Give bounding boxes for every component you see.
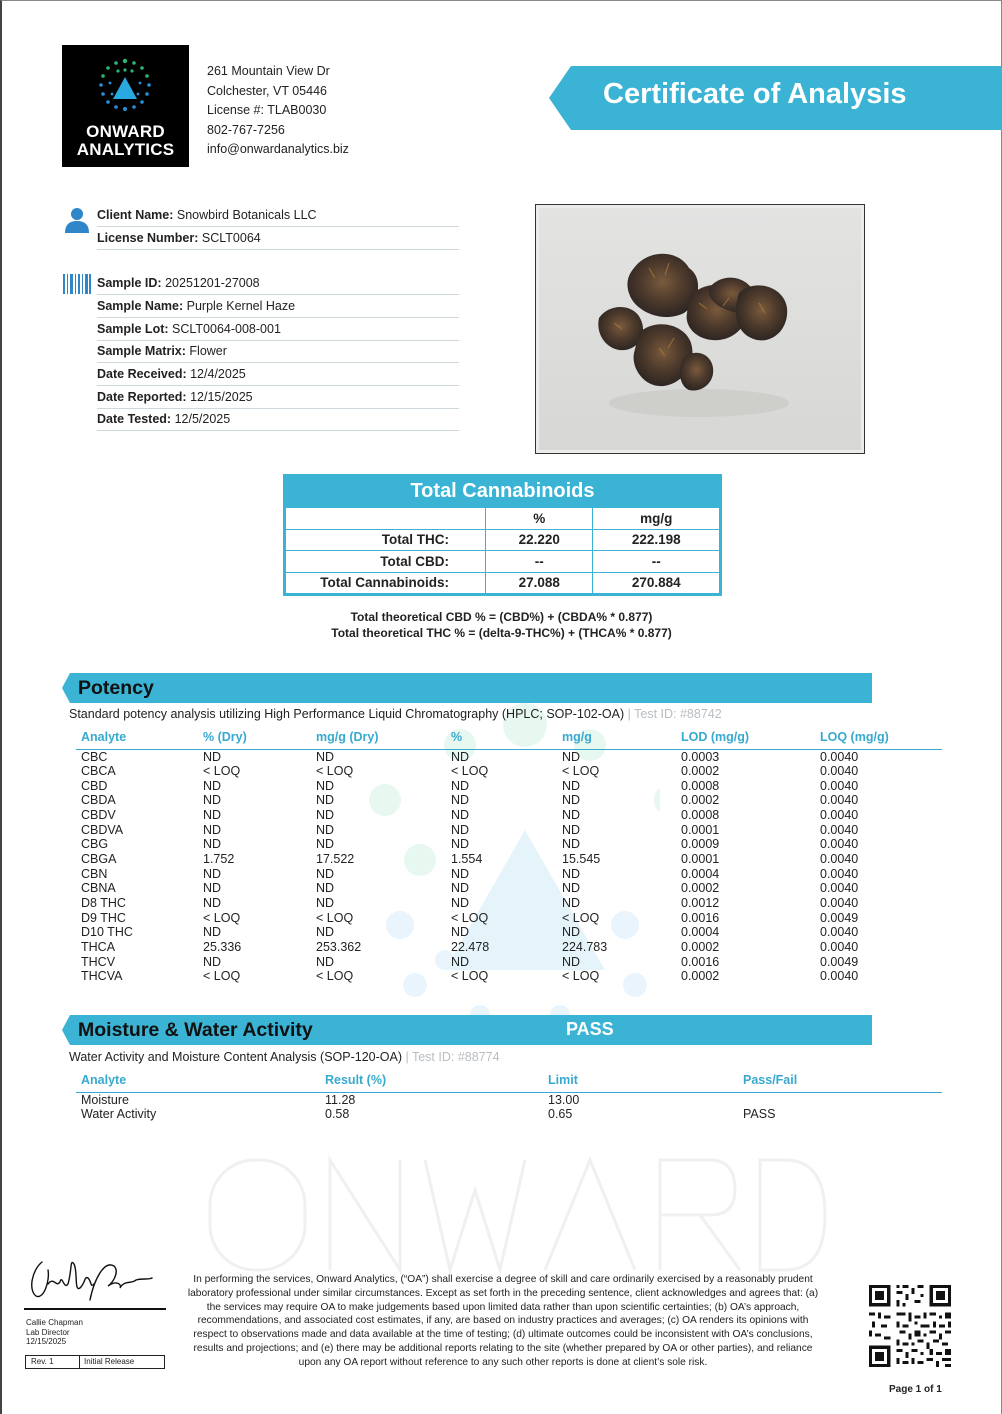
table-cell: ND bbox=[316, 925, 335, 940]
col-header: % bbox=[446, 725, 557, 749]
table-cell: ND bbox=[562, 881, 581, 896]
col-header: Analyte bbox=[76, 1068, 320, 1092]
sample-row: Date Tested: 12/5/2025 bbox=[97, 408, 459, 431]
table-cell: ND bbox=[451, 881, 470, 896]
table-cell: < LOQ bbox=[203, 910, 241, 925]
table-cell: ND bbox=[562, 808, 581, 823]
col-header: Pass/Fail bbox=[738, 1068, 942, 1092]
table-cell: ND bbox=[451, 925, 470, 940]
table-row bbox=[76, 779, 942, 794]
signature-image bbox=[24, 1250, 164, 1305]
table-cell: 0.0040 bbox=[820, 793, 859, 808]
revision-note: Initial Release bbox=[84, 1357, 135, 1366]
col-header: mg/g bbox=[557, 725, 676, 749]
table-row bbox=[76, 749, 942, 764]
lab-logo bbox=[62, 45, 189, 167]
signatory-role: Lab Director bbox=[26, 1327, 70, 1337]
table-row: Total Cannabinoids: 27.088 270.884 bbox=[286, 572, 720, 594]
table-cell: ND bbox=[203, 749, 222, 764]
table-row bbox=[76, 852, 942, 867]
disclaimer-text: In performing the services, Onward Analytics, (“OA”) shall exercise a degree of skill and care ordinarily exercised by a reasonably prudent laboratory professional under similar circumstances. Except as set forth in the preceding sentence, client acknowledges and agrees that: (a) the services may require OA to make judgements based upon limited data rather than upon scientific certainties; (b) OA’s approach, recommendations, and associated cost estimates, if any, are based on industry practices and averages; (c) OA renders its opinions with respect to observations made and data available at the time of testing; (d) ultimate outcomes could be inconsistent with OA’s conclusions, results and projections; and (e) there may be additional reports relating to the site (whether prepared by OA or other parties), and reliance upon any OA report without reference to any such other reports is done at client’s sole risk. bbox=[187, 1274, 819, 1368]
table-cell: ND bbox=[316, 881, 335, 896]
table-cell: 0.0040 bbox=[820, 764, 859, 779]
table-cell: < LOQ bbox=[451, 764, 489, 779]
table-row bbox=[76, 793, 942, 808]
signature-line bbox=[24, 1308, 166, 1310]
analyte-name: CBDA bbox=[81, 793, 116, 808]
logo-line-1: ONWARD bbox=[86, 122, 165, 141]
potency-test-id: | Test ID: #88742 bbox=[627, 707, 722, 721]
table-cell: ND bbox=[203, 793, 222, 808]
address-line: 261 Mountain View Dr bbox=[207, 64, 330, 78]
table-row: Total CBD: -- -- bbox=[286, 551, 720, 573]
table-cell: ND bbox=[203, 866, 222, 881]
table-cell: ND bbox=[316, 808, 335, 823]
table-cell: ND bbox=[203, 778, 222, 793]
table-row bbox=[76, 808, 942, 823]
address-line: info@onwardanalytics.biz bbox=[207, 142, 349, 157]
table-row: Water Activity 0.58 0.65 PASS bbox=[81, 1107, 776, 1122]
table-cell: ND bbox=[316, 954, 335, 969]
table-cell: 0.0040 bbox=[820, 881, 859, 896]
lab-address bbox=[207, 62, 349, 160]
address-line: Colchester, VT 05446 bbox=[207, 83, 327, 98]
barcode-icon bbox=[63, 274, 91, 294]
table-cell: ND bbox=[562, 925, 581, 940]
table-row bbox=[76, 823, 942, 838]
formula-thc: Total theoretical THC % = (delta-9-THC%) + (THCA% * 0.877) bbox=[331, 626, 672, 640]
table-cell: 0.0001 bbox=[681, 822, 720, 837]
signatory-name: Callie Chapman bbox=[26, 1318, 83, 1327]
col-header: % (Dry) bbox=[198, 725, 311, 749]
revision-box bbox=[25, 1355, 165, 1369]
table-cell: 0.0040 bbox=[820, 866, 859, 881]
formulas bbox=[250, 609, 753, 641]
table-cell: ND bbox=[316, 793, 335, 808]
table-cell: ND bbox=[316, 837, 335, 852]
address-line: 802-767-7256 bbox=[207, 122, 285, 137]
table-cell: 0.0004 bbox=[681, 866, 720, 881]
table-cell: ND bbox=[316, 822, 335, 837]
analyte-name: CBN bbox=[81, 866, 108, 881]
moisture-table bbox=[76, 1068, 942, 1122]
table-cell: 15.545 bbox=[562, 852, 601, 867]
table-cell: 0.0008 bbox=[681, 808, 720, 823]
table-row bbox=[76, 925, 942, 940]
table-row bbox=[76, 911, 942, 926]
analyte-name: CBDVA bbox=[81, 822, 124, 837]
table-cell: 0.0040 bbox=[820, 837, 859, 852]
sample-row: Sample ID: 20251201-27008 bbox=[97, 272, 459, 295]
sample-row: Sample Name: Purple Kernel Haze bbox=[97, 295, 459, 318]
table-cell: 0.0049 bbox=[820, 910, 859, 925]
analyte-name: D8 THC bbox=[81, 896, 126, 911]
formula-cbd: Total theoretical CBD % = (CBD%) + (CBDA% * 0.877) bbox=[350, 610, 653, 624]
table-cell: 0.0012 bbox=[681, 896, 720, 911]
table-cell: < LOQ bbox=[451, 969, 489, 984]
col-header: LOD (mg/g) bbox=[676, 725, 815, 749]
table-cell: < LOQ bbox=[562, 910, 600, 925]
table-cell: 0.0003 bbox=[681, 749, 720, 764]
moisture-status-badge: PASS bbox=[566, 1019, 614, 1039]
table-row bbox=[76, 940, 942, 955]
table-cell: ND bbox=[562, 866, 581, 881]
analyte-name: CBCA bbox=[81, 764, 116, 779]
table-cell bbox=[286, 508, 486, 530]
table-cell: ND bbox=[451, 808, 470, 823]
col-header-mg: mg/g bbox=[593, 508, 720, 530]
moisture-title: Moisture & Water Activity bbox=[78, 1019, 313, 1041]
table-cell: ND bbox=[316, 866, 335, 881]
table-cell: 0.0040 bbox=[820, 808, 859, 823]
potency-table bbox=[76, 725, 942, 984]
table-cell: ND bbox=[562, 896, 581, 911]
table-cell: 0.0002 bbox=[681, 764, 720, 779]
table-row bbox=[76, 881, 942, 896]
table-cell: 1.752 bbox=[203, 852, 235, 867]
table-cell: ND bbox=[451, 837, 470, 852]
qr-code-icon bbox=[866, 1282, 954, 1370]
table-cell: < LOQ bbox=[562, 969, 600, 984]
table-cell: 0.0016 bbox=[681, 954, 720, 969]
analyte-name: D10 THC bbox=[81, 925, 133, 940]
table-cell: 0.0040 bbox=[820, 822, 859, 837]
col-header: LOQ (mg/g) bbox=[815, 725, 942, 749]
sample-row: Date Received: 12/4/2025 bbox=[97, 363, 459, 386]
table-cell: ND bbox=[562, 822, 581, 837]
table-cell: ND bbox=[451, 896, 470, 911]
signatory-date: 12/15/2025 bbox=[26, 1337, 67, 1346]
analyte-name: CBNA bbox=[81, 881, 116, 896]
table-cell: 253.362 bbox=[316, 940, 362, 955]
table-cell: 0.0040 bbox=[820, 749, 859, 764]
table-cell: 0.0040 bbox=[820, 778, 859, 793]
analyte-name: CBGA bbox=[81, 852, 117, 867]
potency-title: Potency bbox=[78, 677, 154, 699]
table-cell: ND bbox=[562, 749, 581, 764]
table-cell: 0.0002 bbox=[681, 793, 720, 808]
sample-row: Sample Matrix: Flower bbox=[97, 340, 459, 363]
client-license-row: License Number: SCLT0064 bbox=[97, 227, 459, 250]
page-title: Certificate of Analysis bbox=[603, 78, 907, 110]
table-cell: 0.0002 bbox=[681, 881, 720, 896]
table-cell: 0.0002 bbox=[681, 940, 720, 955]
table-cell: ND bbox=[451, 822, 470, 837]
table-cell: ND bbox=[562, 837, 581, 852]
table-cell: 17.522 bbox=[316, 852, 355, 867]
sample-row: Sample Lot: SCLT0064-008-001 bbox=[97, 318, 459, 341]
table-cell: ND bbox=[316, 778, 335, 793]
table-cell: ND bbox=[451, 793, 470, 808]
table-cell: 0.0040 bbox=[820, 925, 859, 940]
signatory-info bbox=[26, 1318, 83, 1347]
col-header: Result (%) bbox=[320, 1068, 543, 1092]
table-cell: < LOQ bbox=[316, 910, 354, 925]
logo-dots-icon bbox=[62, 53, 189, 123]
client-license: SCLT0064 bbox=[201, 231, 261, 245]
page-number: Page 1 of 1 bbox=[889, 1384, 942, 1395]
col-header: Limit bbox=[543, 1068, 738, 1092]
moisture-test-id: | Test ID: #88774 bbox=[405, 1050, 500, 1064]
address-line: License #: TLAB0030 bbox=[207, 103, 327, 118]
potency-banner bbox=[62, 673, 872, 703]
table-cell: ND bbox=[316, 896, 335, 911]
table-row: Moisture 11.28 13.00 bbox=[81, 1092, 580, 1107]
table-cell: 0.0001 bbox=[681, 852, 720, 867]
table-cell: 0.0040 bbox=[820, 969, 859, 984]
table-cell: ND bbox=[451, 866, 470, 881]
table-cell: 0.0049 bbox=[820, 954, 859, 969]
table-cell: ND bbox=[203, 822, 222, 837]
total-cannabinoids-table bbox=[283, 474, 722, 596]
table-cell: < LOQ bbox=[316, 764, 354, 779]
table-cell: 0.0040 bbox=[820, 852, 859, 867]
table-cell: 0.0002 bbox=[681, 969, 720, 984]
table-cell: ND bbox=[451, 778, 470, 793]
cannabis-flower-image bbox=[539, 208, 861, 450]
table-row bbox=[76, 955, 942, 970]
col-header: mg/g (Dry) bbox=[311, 725, 446, 749]
total-cannabinoids-title: Total Cannabinoids bbox=[285, 476, 720, 507]
user-icon bbox=[63, 206, 91, 234]
table-cell: ND bbox=[451, 749, 470, 764]
analyte-name: CBC bbox=[81, 749, 108, 764]
analyte-name: THCA bbox=[81, 940, 116, 955]
table-cell: 0.0040 bbox=[820, 940, 859, 955]
table-row bbox=[76, 969, 942, 984]
table-cell: 224.783 bbox=[562, 940, 608, 955]
analyte-name: CBG bbox=[81, 837, 109, 852]
table-cell: ND bbox=[203, 837, 222, 852]
col-header-pct: % bbox=[486, 508, 593, 530]
table-cell: 25.336 bbox=[203, 940, 242, 955]
analyte-name: CBDV bbox=[81, 808, 116, 823]
table-cell: ND bbox=[203, 925, 222, 940]
table-row bbox=[76, 764, 942, 779]
table-cell: ND bbox=[451, 954, 470, 969]
moisture-subtitle: Water Activity and Moisture Content Analysis (SOP-120-OA) | Test ID: #88774 bbox=[69, 1050, 500, 1064]
table-cell: ND bbox=[562, 793, 581, 808]
table-cell: ND bbox=[562, 954, 581, 969]
table-cell: 0.0016 bbox=[681, 910, 720, 925]
analyte-name: D9 THC bbox=[81, 910, 126, 925]
table-cell: 0.0008 bbox=[681, 778, 720, 793]
table-cell: < LOQ bbox=[203, 969, 241, 984]
sample-photo bbox=[535, 204, 865, 454]
table-row bbox=[76, 837, 942, 852]
table-cell: ND bbox=[203, 808, 222, 823]
sample-row: Date Reported: 12/15/2025 bbox=[97, 386, 459, 409]
analyte-name: THCV bbox=[81, 954, 116, 969]
analyte-name: THCVA bbox=[81, 969, 123, 984]
table-cell: < LOQ bbox=[316, 969, 354, 984]
table-cell: ND bbox=[562, 778, 581, 793]
table-cell: 22.478 bbox=[451, 940, 490, 955]
table-row bbox=[76, 896, 942, 911]
table-cell: 0.0040 bbox=[820, 896, 859, 911]
table-row: Total THC: 22.220 222.198 bbox=[286, 529, 720, 551]
table-cell: < LOQ bbox=[203, 764, 241, 779]
table-row bbox=[76, 867, 942, 882]
table-cell: ND bbox=[203, 954, 222, 969]
potency-subtitle: Standard potency analysis utilizing High Performance Liquid Chromatography (HPLC; SOP-102-OA) | Test ID: #88742 bbox=[69, 707, 722, 721]
table-cell: < LOQ bbox=[562, 764, 600, 779]
table-cell: ND bbox=[316, 749, 335, 764]
table-cell: 1.554 bbox=[451, 852, 483, 867]
table-cell: 0.0004 bbox=[681, 925, 720, 940]
analyte-name: CBD bbox=[81, 778, 108, 793]
revision-number: Rev. 1 bbox=[31, 1357, 54, 1366]
col-header: Analyte bbox=[76, 725, 198, 749]
table-cell: ND bbox=[203, 896, 222, 911]
table-cell: ND bbox=[203, 881, 222, 896]
client-name: Snowbird Botanicals LLC bbox=[176, 208, 317, 222]
logo-line-2: ANALYTICS bbox=[76, 140, 175, 159]
table-cell: < LOQ bbox=[451, 910, 489, 925]
table-cell: 0.0009 bbox=[681, 837, 720, 852]
client-name-row: Client Name: Snowbird Botanicals LLC bbox=[97, 204, 459, 227]
